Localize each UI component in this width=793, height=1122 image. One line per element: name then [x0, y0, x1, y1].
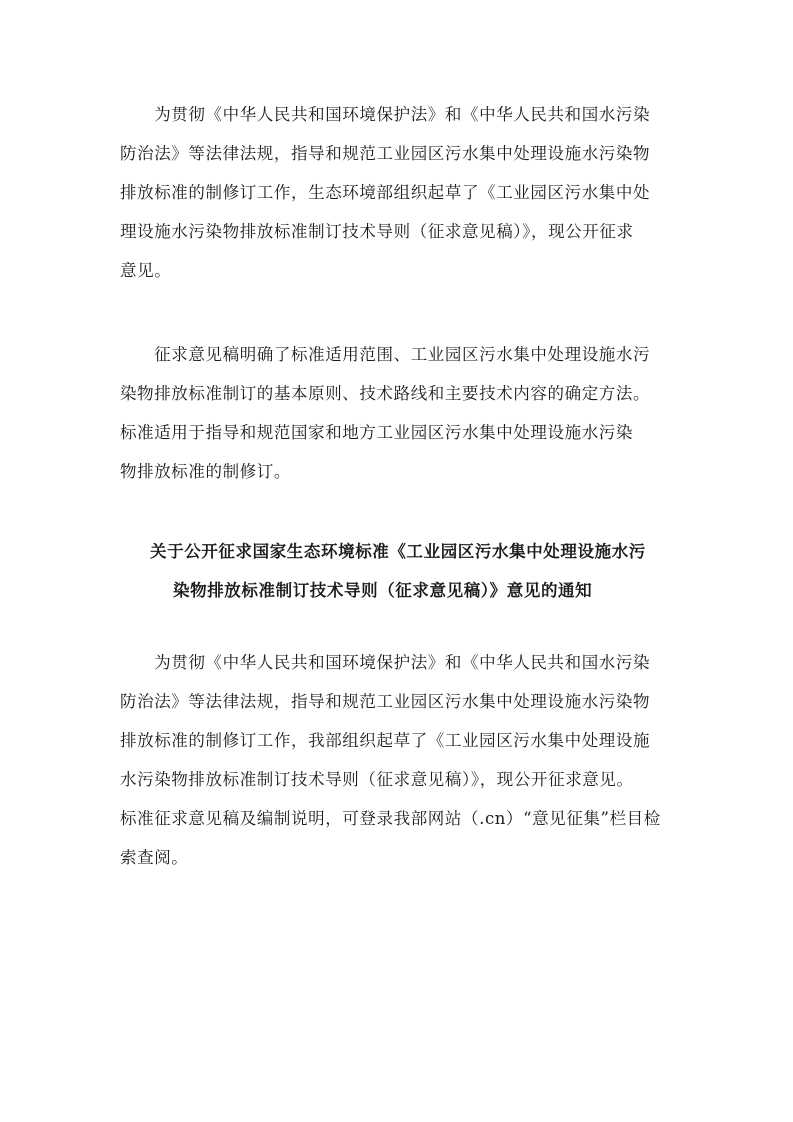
text-line: 物排放标准的制修订。 — [120, 462, 291, 481]
text-line: 防治法》等法律法规，指导和规范工业园区污水集中处理设施水污染物 — [120, 692, 651, 711]
title-line: 关于公开征求国家生态环境标准《工业园区污水集中处理设施水污 — [150, 542, 646, 561]
summary-paragraph — [120, 335, 700, 491]
title-line: 染物排放标准制订技术导则（征求意见稿）》意见的通知 — [173, 581, 593, 600]
text-line: 标准适用于指导和规范国家和地方工业园区污水集中处理设施水污染 — [120, 423, 633, 442]
text-line: 征求意见稿明确了标准适用范围、工业园区污水集中处理设施水污 — [120, 345, 651, 364]
text-line: 意见。 — [120, 261, 172, 280]
text-line: 索查阅。 — [120, 848, 189, 867]
notice-title — [150, 532, 710, 610]
notice-paragraph — [120, 643, 700, 877]
text-line: 排放标准的制修订工作，我部组织起草了《工业园区污水集中处理设施 — [120, 731, 651, 750]
intro-paragraph — [120, 95, 700, 290]
text-line: 防治法》等法律法规，指导和规范工业园区污水集中处理设施水污染物 — [120, 144, 651, 163]
text-line: 染物排放标准制订的基本原则、技术路线和主要技术内容的确定方法。 — [120, 384, 651, 403]
text-line: 理设施水污染物排放标准制订技术导则（征求意见稿）》，现公开征求 — [120, 222, 634, 241]
text-line: 排放标准的制修订工作，生态环境部组织起草了《工业园区污水集中处 — [120, 183, 651, 202]
text-line: 为贯彻《中华人民共和国环境保护法》和《中华人民共和国水污染 — [120, 653, 651, 672]
text-line: 标准征求意见稿及编制说明，可登录我部网站（.cn）“意见征集”栏目检 — [120, 809, 661, 828]
text-line: 水污染物排放标准制订技术导则（征求意见稿）》，现公开征求意见。 — [120, 770, 634, 789]
text-line: 为贯彻《中华人民共和国环境保护法》和《中华人民共和国水污染 — [120, 105, 651, 124]
